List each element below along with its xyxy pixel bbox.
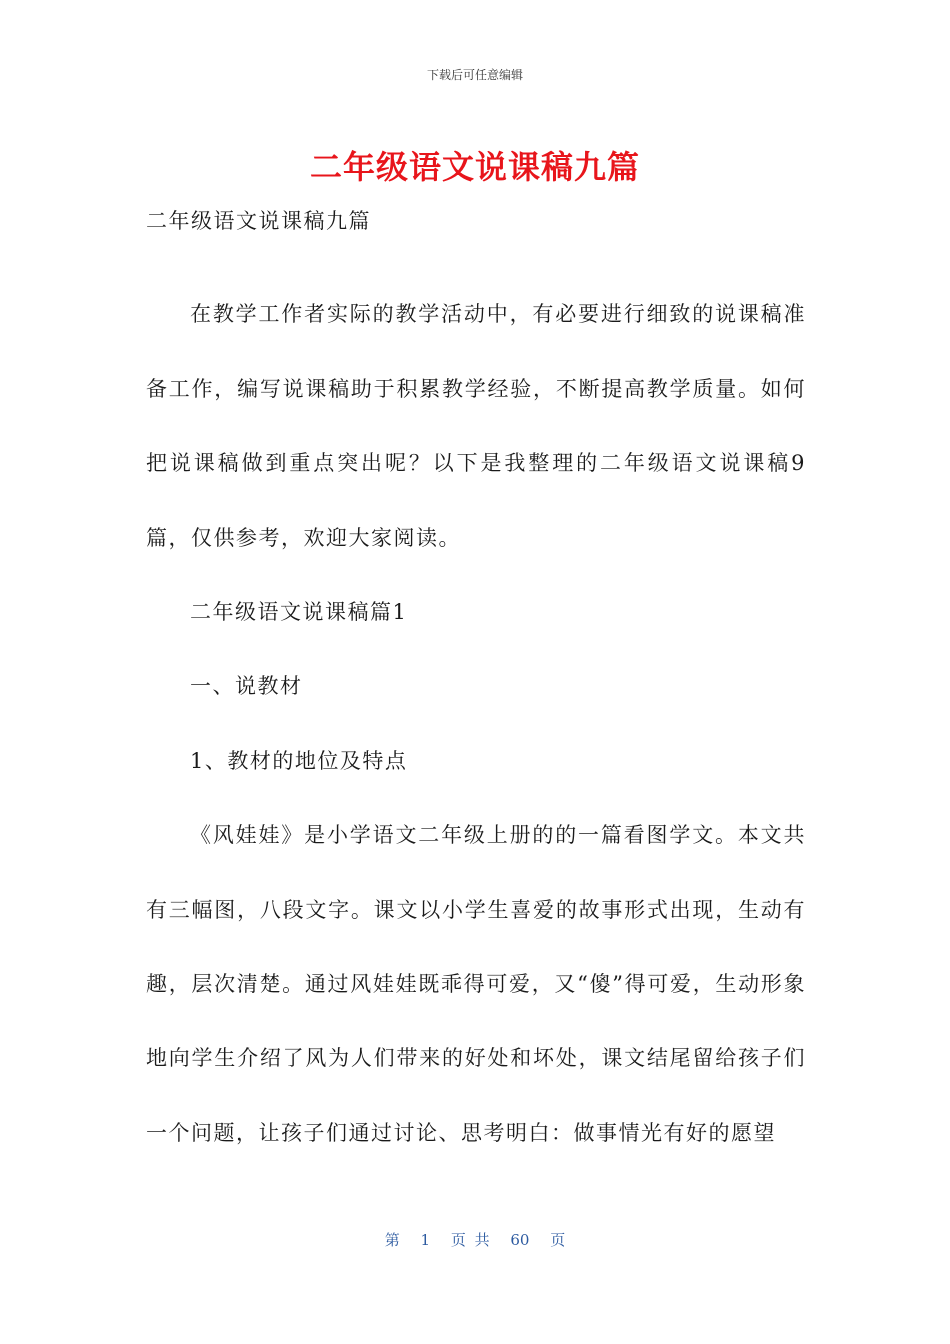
footer-current-page: 1 <box>420 1231 431 1249</box>
header-note: 下载后可任意编辑 <box>426 68 523 82</box>
document-body <box>146 203 806 1170</box>
subsection-item-heading: 1、教材的地位及特点 <box>190 748 408 773</box>
document-title: 二年级语文说课稿九篇 <box>309 148 640 186</box>
footer-middle: 页 共 <box>450 1231 490 1249</box>
section-heading: 二年级语文说课稿篇1 <box>190 600 408 624</box>
footer-suffix: 页 <box>550 1231 566 1249</box>
document-subtitle: 二年级语文说课稿九篇 <box>146 209 371 233</box>
paragraph-content: 《风娃娃》是小学语文二年级上册的的一篇看图学文。本文共有三幅图，八段文字。课文以小学生喜爱的故事形式出现，生动有趣，层次清楚。通过风娃娃既乖得可爱，又“傻”得可爱，生动形象地向学生介绍了风为人们带来的好处和坏处，课文结尾留给孩子们一个问题，让孩子们通过讨论、思考明白：做事情光有好的愿望 <box>146 823 806 1145</box>
page-footer <box>0 1229 950 1250</box>
footer-prefix: 第 <box>384 1231 400 1249</box>
paragraph-intro: 在教学工作者实际的教学活动中，有必要进行细致的说课稿准备工作，编写说课稿助于积累教学经验，不断提高教学质量。如何把说课稿做到重点突出呢？以下是我整理的二年级语文说课稿9篇，仅供参考，欢迎大家阅读。 <box>146 302 806 550</box>
subsection-heading: 一、说教材 <box>190 674 303 699</box>
footer-total-pages: 60 <box>510 1231 530 1249</box>
